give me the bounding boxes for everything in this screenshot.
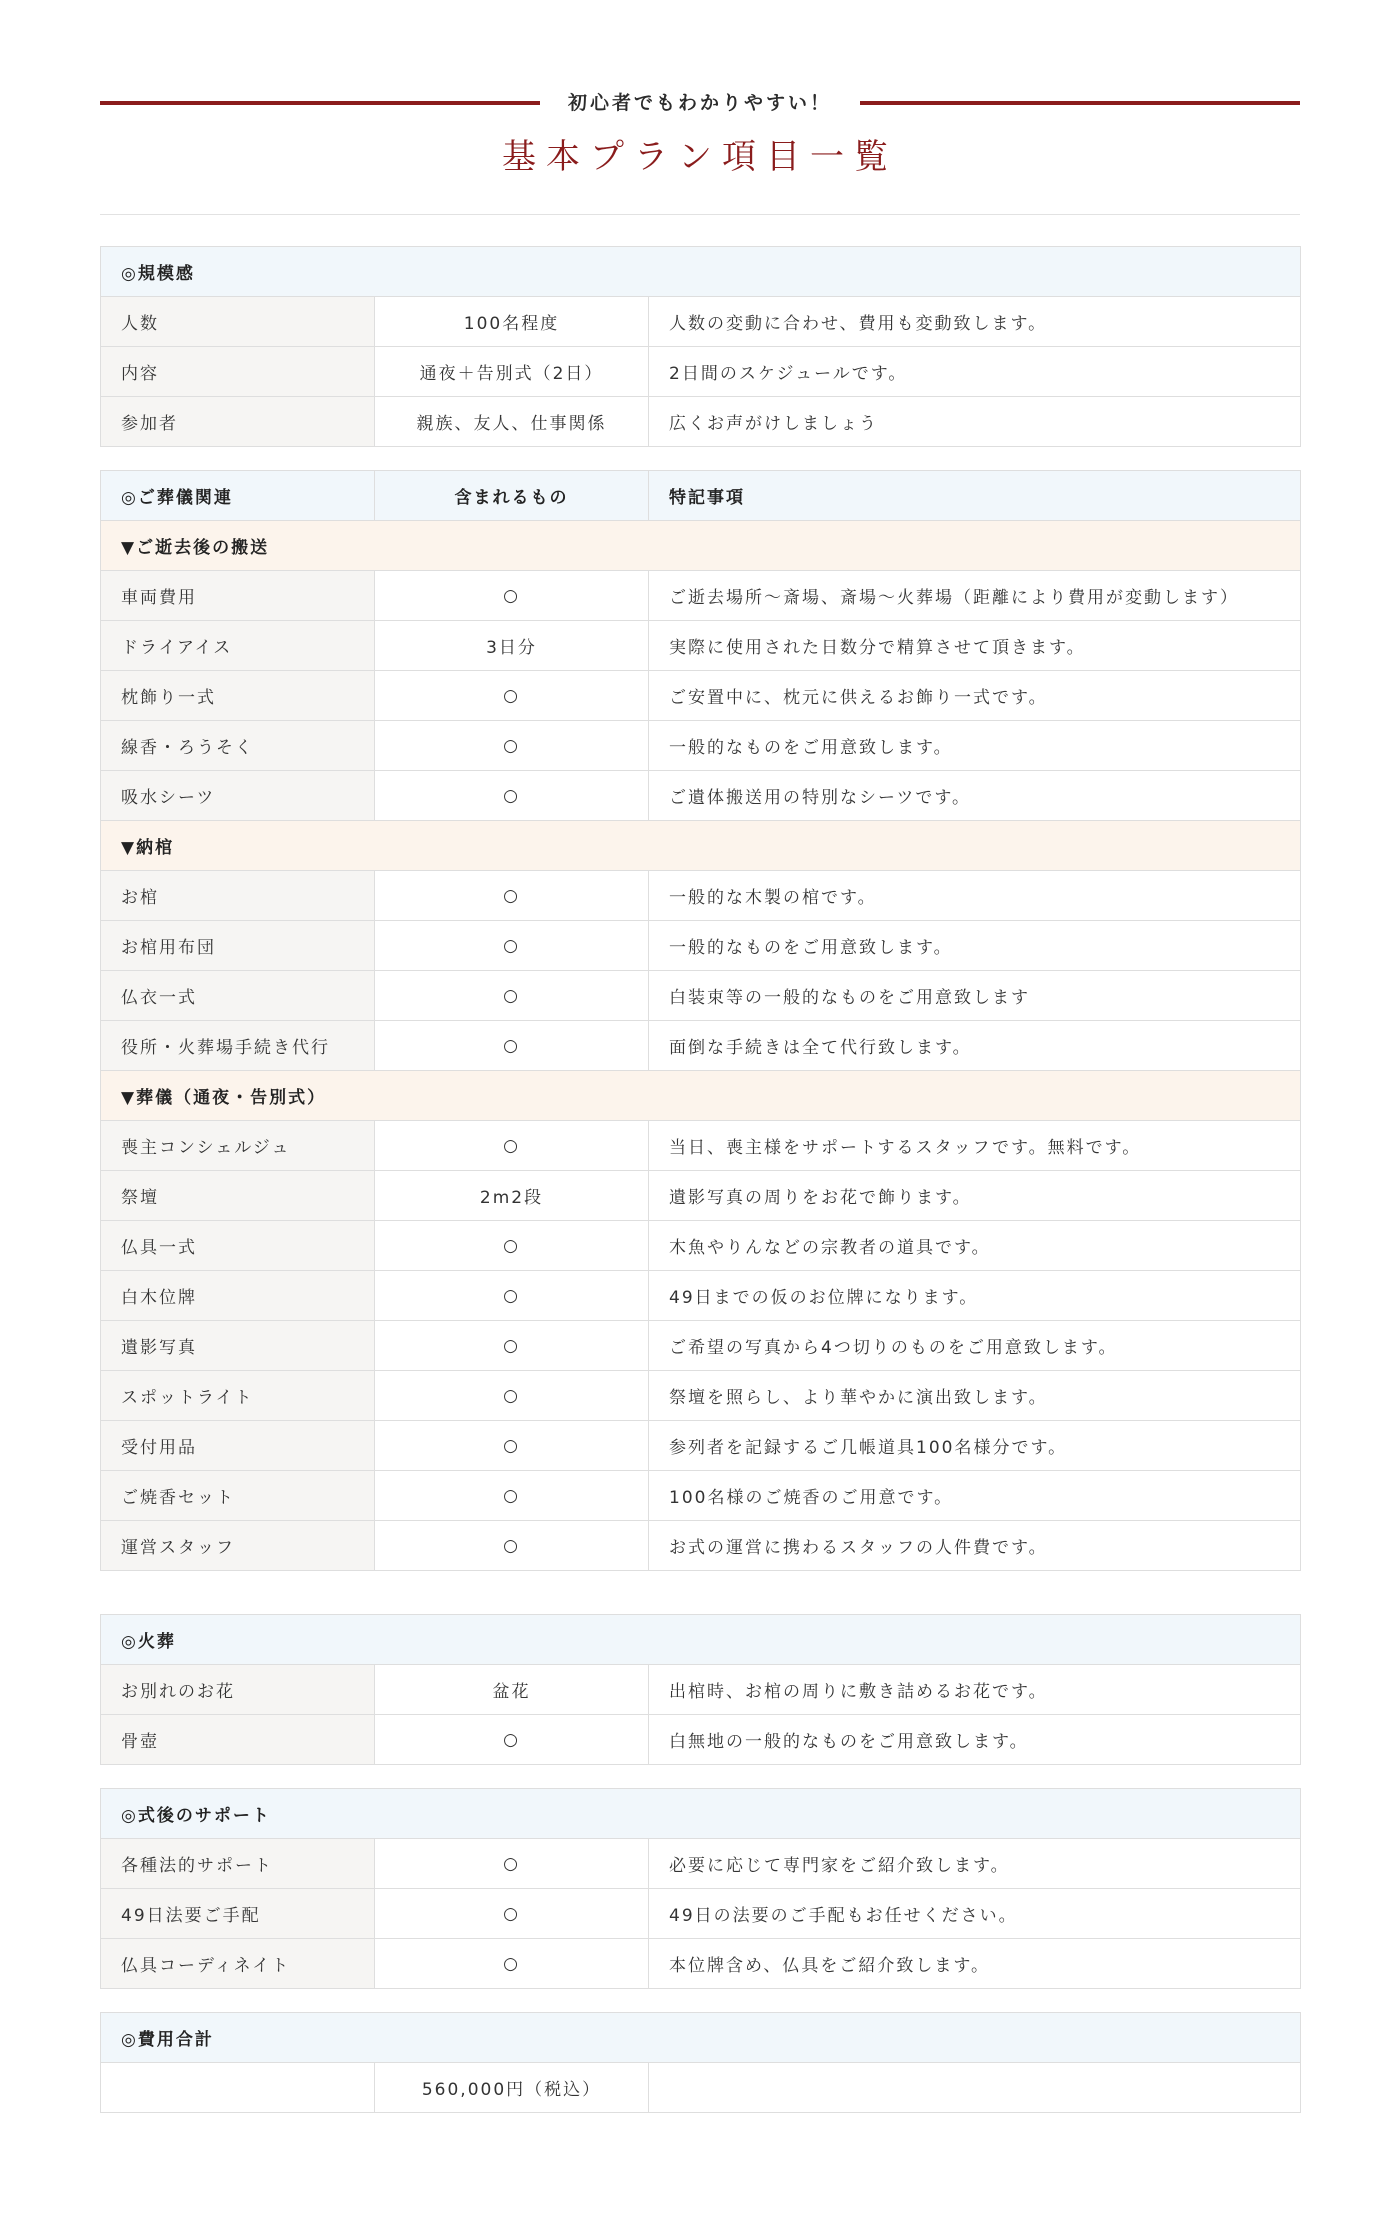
item-name: 仏具一式 bbox=[101, 1221, 375, 1271]
item-value: ○ bbox=[375, 1021, 649, 1071]
table-row bbox=[101, 1665, 1301, 1715]
section-title: ◎費用合計 bbox=[101, 2013, 1301, 2063]
scale-table bbox=[100, 246, 1301, 447]
table-row bbox=[101, 347, 1301, 397]
item-value: ○ bbox=[375, 871, 649, 921]
item-value: ○ bbox=[375, 1321, 649, 1371]
total-table bbox=[100, 2012, 1301, 2113]
item-value: ○ bbox=[375, 1889, 649, 1939]
support-header bbox=[101, 1789, 1301, 1839]
item-name: 枕飾り一式 bbox=[101, 671, 375, 721]
item-value: ○ bbox=[375, 721, 649, 771]
subtitle-left-rule bbox=[100, 101, 540, 105]
section-title: ◎式後のサポート bbox=[101, 1789, 1301, 1839]
table-row bbox=[101, 1021, 1301, 1071]
item-note: 祭壇を照らし、より華やかに演出致します。 bbox=[649, 1371, 1301, 1421]
item-note: 遺影写真の周りをお花で飾ります。 bbox=[649, 1171, 1301, 1221]
table-row bbox=[101, 1715, 1301, 1765]
column-header-included: 含まれるもの bbox=[375, 471, 649, 521]
table-row bbox=[101, 1221, 1301, 1271]
item-note: 本位牌含め、仏具をご紹介致します。 bbox=[649, 1939, 1301, 1989]
item-value: 盆花 bbox=[375, 1665, 649, 1715]
table-row bbox=[101, 771, 1301, 821]
item-name: 祭壇 bbox=[101, 1171, 375, 1221]
item-note: ご希望の写真から4つ切りのものをご用意致します。 bbox=[649, 1321, 1301, 1371]
item-value: 3日分 bbox=[375, 621, 649, 671]
group-header bbox=[101, 1071, 1301, 1121]
item-name: お別れのお花 bbox=[101, 1665, 375, 1715]
table-row bbox=[101, 1839, 1301, 1889]
item-name: 参加者 bbox=[101, 397, 375, 447]
title-divider bbox=[100, 214, 1300, 215]
item-note: 広くお声がけしましょう bbox=[649, 397, 1301, 447]
table-row bbox=[101, 1471, 1301, 1521]
item-name: 仏具コーディネイト bbox=[101, 1939, 375, 1989]
item-note: ご逝去場所〜斎場、斎場〜火葬場（距離により費用が変動します） bbox=[649, 571, 1301, 621]
table-row bbox=[101, 671, 1301, 721]
item-value: ○ bbox=[375, 571, 649, 621]
item-value: ○ bbox=[375, 1221, 649, 1271]
group-title: ▼ご逝去後の搬送 bbox=[101, 521, 1301, 571]
table-row bbox=[101, 921, 1301, 971]
table-row bbox=[101, 971, 1301, 1021]
group-title: ▼納棺 bbox=[101, 821, 1301, 871]
section-title: ◎ご葬儀関連 bbox=[101, 471, 375, 521]
item-note: 面倒な手続きは全て代行致します。 bbox=[649, 1021, 1301, 1071]
item-value: ○ bbox=[375, 771, 649, 821]
item-name: 運営スタッフ bbox=[101, 1521, 375, 1571]
group-title: ▼葬儀（通夜・告別式） bbox=[101, 1071, 1301, 1121]
item-note: 出棺時、お棺の周りに敷き詰めるお花です。 bbox=[649, 1665, 1301, 1715]
item-value: ○ bbox=[375, 671, 649, 721]
item-note: 49日の法要のご手配もお任せください。 bbox=[649, 1889, 1301, 1939]
total-note bbox=[649, 2063, 1301, 2113]
column-header-note: 特記事項 bbox=[649, 471, 1301, 521]
item-note: 一般的なものをご用意致します。 bbox=[649, 721, 1301, 771]
item-value: 通夜＋告別式（2日） bbox=[375, 347, 649, 397]
table-row bbox=[101, 1939, 1301, 1989]
funeral-header bbox=[101, 471, 1301, 521]
subtitle-row bbox=[100, 88, 1300, 118]
item-value: 親族、友人、仕事関係 bbox=[375, 397, 649, 447]
item-note: ご安置中に、枕元に供えるお飾り一式です。 bbox=[649, 671, 1301, 721]
group-header bbox=[101, 821, 1301, 871]
table-row bbox=[101, 1321, 1301, 1371]
item-note: 100名様のご焼香のご用意です。 bbox=[649, 1471, 1301, 1521]
item-name: 骨壺 bbox=[101, 1715, 375, 1765]
table-row bbox=[101, 1121, 1301, 1171]
item-value: ○ bbox=[375, 1121, 649, 1171]
item-name: 遺影写真 bbox=[101, 1321, 375, 1371]
item-note: 当日、喪主様をサポートするスタッフです。無料です。 bbox=[649, 1121, 1301, 1171]
table-row bbox=[101, 1421, 1301, 1471]
section-title: ◎規模感 bbox=[101, 247, 1301, 297]
item-value: ○ bbox=[375, 921, 649, 971]
table-row bbox=[101, 1889, 1301, 1939]
item-name: 吸水シーツ bbox=[101, 771, 375, 821]
item-value: ○ bbox=[375, 1839, 649, 1889]
item-name: 49日法要ご手配 bbox=[101, 1889, 375, 1939]
table-row bbox=[101, 397, 1301, 447]
support-table bbox=[100, 1788, 1301, 1989]
table-row bbox=[101, 721, 1301, 771]
total-amount: 560,000円（税込） bbox=[375, 2063, 649, 2113]
item-value: ○ bbox=[375, 1521, 649, 1571]
table-row bbox=[101, 1171, 1301, 1221]
item-value: ○ bbox=[375, 1271, 649, 1321]
item-note: お式の運営に携わるスタッフの人件費です。 bbox=[649, 1521, 1301, 1571]
item-name: 各種法的サポート bbox=[101, 1839, 375, 1889]
item-note: 一般的な木製の棺です。 bbox=[649, 871, 1301, 921]
item-value: ○ bbox=[375, 1421, 649, 1471]
item-note: 2日間のスケジュールです。 bbox=[649, 347, 1301, 397]
table-row bbox=[101, 1271, 1301, 1321]
item-value: 100名程度 bbox=[375, 297, 649, 347]
group-header bbox=[101, 521, 1301, 571]
item-value: ○ bbox=[375, 1715, 649, 1765]
item-name: スポットライト bbox=[101, 1371, 375, 1421]
funeral-table bbox=[100, 470, 1301, 1571]
table-row bbox=[101, 297, 1301, 347]
item-note: 木魚やりんなどの宗教者の道具です。 bbox=[649, 1221, 1301, 1271]
item-name: 人数 bbox=[101, 297, 375, 347]
item-note: 参列者を記録するご几帳道具100名様分です。 bbox=[649, 1421, 1301, 1471]
cremation-header bbox=[101, 1615, 1301, 1665]
item-name: ご焼香セット bbox=[101, 1471, 375, 1521]
table-row bbox=[101, 621, 1301, 671]
table-row bbox=[101, 571, 1301, 621]
scale-header bbox=[101, 247, 1301, 297]
item-name: 線香・ろうそく bbox=[101, 721, 375, 771]
item-note: 一般的なものをご用意致します。 bbox=[649, 921, 1301, 971]
table-row bbox=[101, 2063, 1301, 2113]
table-row bbox=[101, 871, 1301, 921]
item-name: 車両費用 bbox=[101, 571, 375, 621]
item-name: 内容 bbox=[101, 347, 375, 397]
item-note: 実際に使用された日数分で精算させて頂きます。 bbox=[649, 621, 1301, 671]
total-header bbox=[101, 2013, 1301, 2063]
subtitle-right-rule bbox=[860, 101, 1300, 105]
item-name: ドライアイス bbox=[101, 621, 375, 671]
table-row bbox=[101, 1371, 1301, 1421]
item-name: 白木位牌 bbox=[101, 1271, 375, 1321]
cremation-table bbox=[100, 1614, 1301, 1765]
item-note: 人数の変動に合わせ、費用も変動致します。 bbox=[649, 297, 1301, 347]
item-note: ご遺体搬送用の特別なシーツです。 bbox=[649, 771, 1301, 821]
item-value: ○ bbox=[375, 1939, 649, 1989]
total-empty-cell bbox=[101, 2063, 375, 2113]
item-value: ○ bbox=[375, 1371, 649, 1421]
item-note: 必要に応じて専門家をご紹介致します。 bbox=[649, 1839, 1301, 1889]
item-name: 役所・火葬場手続き代行 bbox=[101, 1021, 375, 1071]
item-name: お棺用布団 bbox=[101, 921, 375, 971]
page-title: 基本プラン項目一覧 bbox=[502, 137, 898, 177]
item-note: 白装束等の一般的なものをご用意致します bbox=[649, 971, 1301, 1021]
section-title: ◎火葬 bbox=[101, 1615, 1301, 1665]
item-value: ○ bbox=[375, 1471, 649, 1521]
item-name: お棺 bbox=[101, 871, 375, 921]
item-name: 喪主コンシェルジュ bbox=[101, 1121, 375, 1171]
item-note: 白無地の一般的なものをご用意致します。 bbox=[649, 1715, 1301, 1765]
subtitle: 初心者でもわかりやすい！ bbox=[567, 92, 832, 114]
table-row bbox=[101, 1521, 1301, 1571]
item-value: ○ bbox=[375, 971, 649, 1021]
item-note: 49日までの仮のお位牌になります。 bbox=[649, 1271, 1301, 1321]
item-name: 仏衣一式 bbox=[101, 971, 375, 1021]
item-name: 受付用品 bbox=[101, 1421, 375, 1471]
item-value: 2m2段 bbox=[375, 1171, 649, 1221]
